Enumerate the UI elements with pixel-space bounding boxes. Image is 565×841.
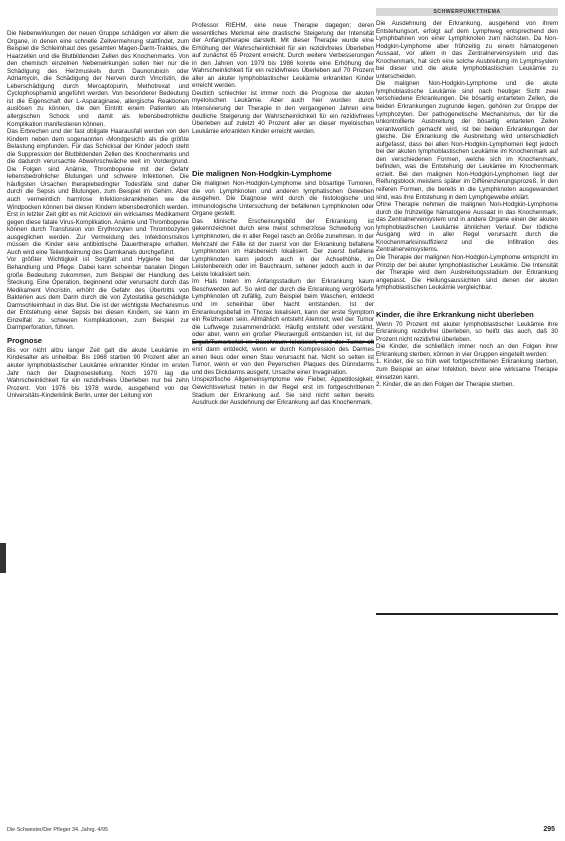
paragraph: Im Hals treten im Anfangsstadium der Erkrankung kaum Beschwerden auf. So wird der durch die Erkrankung vergrößerte Lymphknoten oft zufällig, zum Beispiel beim Waschen, entdeckt und im scheinbar über Nacht entstanden. Ist der Erkrankungsbefall im Thorax lokalisiert, kann der erste Symptom ein Reizhusten sein. Allmählich entsteht Atemnot, weil der Tumor die Luftwege zusammendrückt. Häufig entsteht oder verstärkt, oder aber, wenn ein großer Pleuraerguß entstanden ist, ist der erst dann entdeckt, wenn er durch Kompression des Darmes einen Ileus oder einen Stau verursacht hat. Nicht so selten ist Tumor, wenn er von den Peyerschen Plaques des Dünndarms und des Dickdarms ausgeht, Ursache einer Invagination. <box>192 278 374 376</box>
paragraph: Die malignen Non-Hodgkin-Lymphome sind bösartige Tumoren, die von Lymphknoten und anderen lymphatischen Geweben ausgehen. Die Diagnose wird durch die histologische und immunologische Untersuchung der befallenen Lymphknoten oder Organe gestellt. <box>192 180 374 218</box>
column-middle <box>192 22 374 799</box>
paragraph: 1. Kinder, die so früh weit fortgeschrittenen Erkrankung sterben, zum Beispiel an einer Infektion, bevor eine wirksame Therapie einsetzen kann. <box>376 358 558 381</box>
section-kicker: SCHWERPUNKTTHEMA <box>376 8 558 16</box>
paragraph: Das Erbrechen und der fast obligate Haarausfall werden von den Kindern neben dem sogenannten ‹Mondgesicht› als die größte Belastung empfunden. Für das Schicksal der Kinder jedoch steht die Suppression der Blutbildenden Zellen des Knochenmarks und die dadurch verursachte Abwehrschwäche weit im Vordergrund. Die Folgen sind Anämie, Thrombopenie mit der Gefahr lebensbedrohlicher Blutungen und schwere Infektionen. Die häufigsten Ursachen therapiebedingter Todesfälle sind daher durch die Sepsis und Blutungen, zum Beispiel im Gehirn. Aber auch vermeintlich harmlose Infektionskrankheiten wie die Windpocken können bei diesen Kindern lebensbedrohlich werden. Erst in letzter Zeit gibt es mit Aciclovir ein wirksames Medikament gegen diese fatale Virus-Komplikation. Anämie und Thrombopenie können durch Transfusion von Erythrozyten und Thrombozyten ausgeglichen werden. Zur Vermeidung des Infektionsrisikos müssen die Kinder eine antibiotische Dauertherapie erhalten. Auch wird eine Teilentkeimung des Darmkanals durchgeführt. <box>7 128 189 256</box>
paragraph: Die Ausdehnung der Erkrankung, ausgehend von ihrem Entstehungsort, erfolgt auf dem Lymphweg entsprechend den Lymphbahnen von einer Lymphknoten zum nächsten. Da Non-Hodgkin-Lymphome aber frühzeitig zu einem hämatogenen Aussaat, vor allem in das Zentralnervensystem und das Knochenmark, hat sich eine solche Ausbreitung im Lymphsystem bei dieser und die akute lymphoblastischen Leukämie zu unterscheiden. <box>376 20 558 80</box>
paragraph: Vor größter Wichtigkeit ist Sorgfalt und Hygiene bei der Behandlung und Pflege. Dabei kann scheinbar banalen Dingen große Bedeutung zukommen, zum Beispiel der Handlung des Steckung. Eine Operation, beginnend oder verursacht durch das Medikament Vincristin, erhöht die Gefahr des Übertritts von Bakterien aus dem Darm durch die von Zytostatika geschädigte Darmschleimhaut in das Blut. Die ist der wichtigste Mechanismus der Entstehung einer Sepsis bei diesen Kindern, sie kann im Einzelfall zu schweren Komplikationen, zum Beispiel zur Darmperforation, führen. <box>7 256 189 332</box>
heading-non-hodgkin: Die malignen Non-Hodgkin-Lymphome <box>192 169 332 179</box>
page-footer: Die Schwester/Der Pfleger 34. Jahrg. 4/95 <box>7 827 108 833</box>
paragraph: Die malignen Non-Hodgkin-Lymphome und die akute lymphoblastische Leukämie sind nach heutiger Sicht zwei verschiedene Erkrankungen. Die bösartig entarteten Zellen, die beiden Erkrankungen zugrunde liegen, gehören zur Gruppe der Lymphozyten. Der pathogenetische Mechanismus, der für die unkontrollierte Ausbreitung der bösartig entarteten Zellen verantwortlich gemacht wird, ist bei beiden Erkrankungen der gleiche. Die Erkrankung die Ausbreitung wird unterschiedlich aufgefasst, dass bei allen Non-Hodgkin-Lymphomen liegt jedoch bei der akuten lymphoblastischen Leukämie im Knochenmark auf den verschiedenen Formen, welche sich im Knochenmark, befinden, was die Entstehung der Leukämie im Knochenmark erzielt. Bei den malignen Non-Hodgkin-Lymphomen liegt der Reifungsblock meistens später im Differenzierungsprozeß. In den reiferen Formen, die bereits in die Lymphknoten ausgewandert sind, was ihre Entstehung in dem Lymphgewebe erklärt. <box>376 80 558 201</box>
page-number: 295 <box>543 826 555 833</box>
paragraph: Wenn 70 Prozent mit akuter lymphoblastischer Leukämie ihre Erkrankung rezidivfrei überleben, so heißt das auch, daß 30 Prozent nicht rezidivfrei überleben. <box>376 320 558 343</box>
paragraph: Professor RIEHM, eine neue Therapie dagegen; deren wesentliches Merkmal eine drastische Steigerung der Intensität der Anfangstherapie darstellt. Mit dieser Therapie wurde eine Erhöhung der Wahrscheinlichkeit für ein rezidivfreies Überleben auf zunächst 65 Prozent erreicht. Durch weitere Verbesserungen in den Jahren von 1979 bis 1986 konnte eine Erhöhung der Wahrscheinlichkeit für ein rezidivfreies Überleben auf 70 Prozent aller an akuter lymphoblastischer Leukämie erkrankten Kinder erreicht werden. <box>192 22 374 90</box>
heading-prognose: Prognose <box>7 335 43 345</box>
paragraph: Die Kinder, die schließlich immer noch an den Folgen ihrer Erkrankung sterben, können in vier Gruppen eingeteilt werden: <box>376 343 558 358</box>
heading-kinder: Kinder, die ihre Erkrankung nicht überleben <box>376 309 534 319</box>
section-rule <box>192 341 374 343</box>
paragraph: 2. Kinder, die an den Folgen der Therapie sterben. <box>376 381 515 389</box>
paragraph: Deutlich schlechter ist immer noch die Prognose der akuten myeloischen Leukämie. Aber auch hier wurden durch Intensivierung der Therapie in den vergangenen Jahren eine deutliche Steigerung der Wahrscheinlichkeit für ein rezidivfreies Überleben auf zuletzt 40 Prozent aller an dieser myeloischen Leukämie erkrankten Kinder erreicht werden. <box>192 89 374 135</box>
paragraph: Unspezifische Allgemeinsymptome wie Fieber, Appetitlosigkeit, Gewichtsverlust treten in der Regel erst im fortgeschrittenen Stadium der Erkrankung auf. Sie sind nicht selten bereits Ausdruck der Ausdehnung der Erkrankung auf das Knochenmark. <box>192 376 374 407</box>
paragraph: Bis vor nicht allzu langer Zeit galt die akute Leukämie im Kindesalter als unheilbar. Bis 1968 starben 90 Prozent aller an akuter lymphoblastischer Leukämie erkrankter Kinder im ersten Jahr nach der Diagnosestellung. Noch 1970 lag die Wahrscheinlichkeit für ein rezidivfreies Überleben nur bei zehn Prozent. Von 1976 bis 1978 wurde, ausgehend von der Universitäts-Kinderklinik Berlin, unter der Leitung von <box>7 346 189 400</box>
paragraph: Die Therapie der malignen Non-Hodgkin-Lymphome entspricht im Prinzip der bei akuter lymphoblastischer Leukämie. Die Intensität der Therapie wird dem Ausbreitungsstadium der Erkrankung angepasst. Die Heilungsaussichten sind denen der akuten lymphoblastischen Leukämie vergleichbar. <box>376 253 558 292</box>
column-right <box>376 20 558 799</box>
margin-tab-marker <box>0 543 6 573</box>
section-rule <box>376 613 558 615</box>
paragraph: Die Nebenwirkungen der neuen Gruppe schädigen vor allem die Organe, in denen eine schnelle Zellvermehrung stattfindet, zum Beispiel die Schleimhaut des gesamten Magen-Darm-Traktes, die Haarzellen und die Blutbildenden Zellen des Knochenmarks. Von den chemisch einzelnen Nebenwirkungen sollen hier nur die Schädigung des Herzmuskels durch Daunorubicin oder Adriamycin, die Schädigung der Nerven durch Vincristin, die Leberschädigung durch Mercaptopurin, Methotrexat und Cyclophosphamid angeführt werden. Von besonderer Bedeutung ist die Eigenschaft der L-Asparaginase, allergische Reaktionen auslösen zu können, die den Eintritt einem Patienten als allergischen Schock und damit als lebensbedrohliche Komplikation manifestieren können. <box>7 30 189 128</box>
paragraph: Ohne Therapie nehmen die malignen Non-Hodgkin-Lymphome durch die frühzeitige hämatogene Aussaat in das Knochenmark, das Zentralnervensystem und in andere Organe einen der akuten lymphoblastischen Leukämie ähnlichen Verlauf. Der tödliche Ausgang wird in aller Regel verursacht durch die Knochenmarksinsuffizienz und die Infiltration des Zentralnervensystems. <box>376 201 558 254</box>
column-left <box>7 30 189 799</box>
paragraph: Das klinische Erscheinungsbild der Erkrankung ist gekennzeichnet durch eine meist schmerzlose Schwellung von Lymphknoten, die in aller Regel rasch an Größe zunehmen. In der Mehrzahl der Fälle ist der zuerst von der Erkrankung befallene Lymphknoten im Halsbereich lokalisiert. Der zuerst befallene Lymphknoten kann jedoch auch in der Achselhöhle, im Leistenbereich oder im Bauchraum, seltener jedoch auch in der Leiste lokalisiert sein. <box>192 217 374 278</box>
